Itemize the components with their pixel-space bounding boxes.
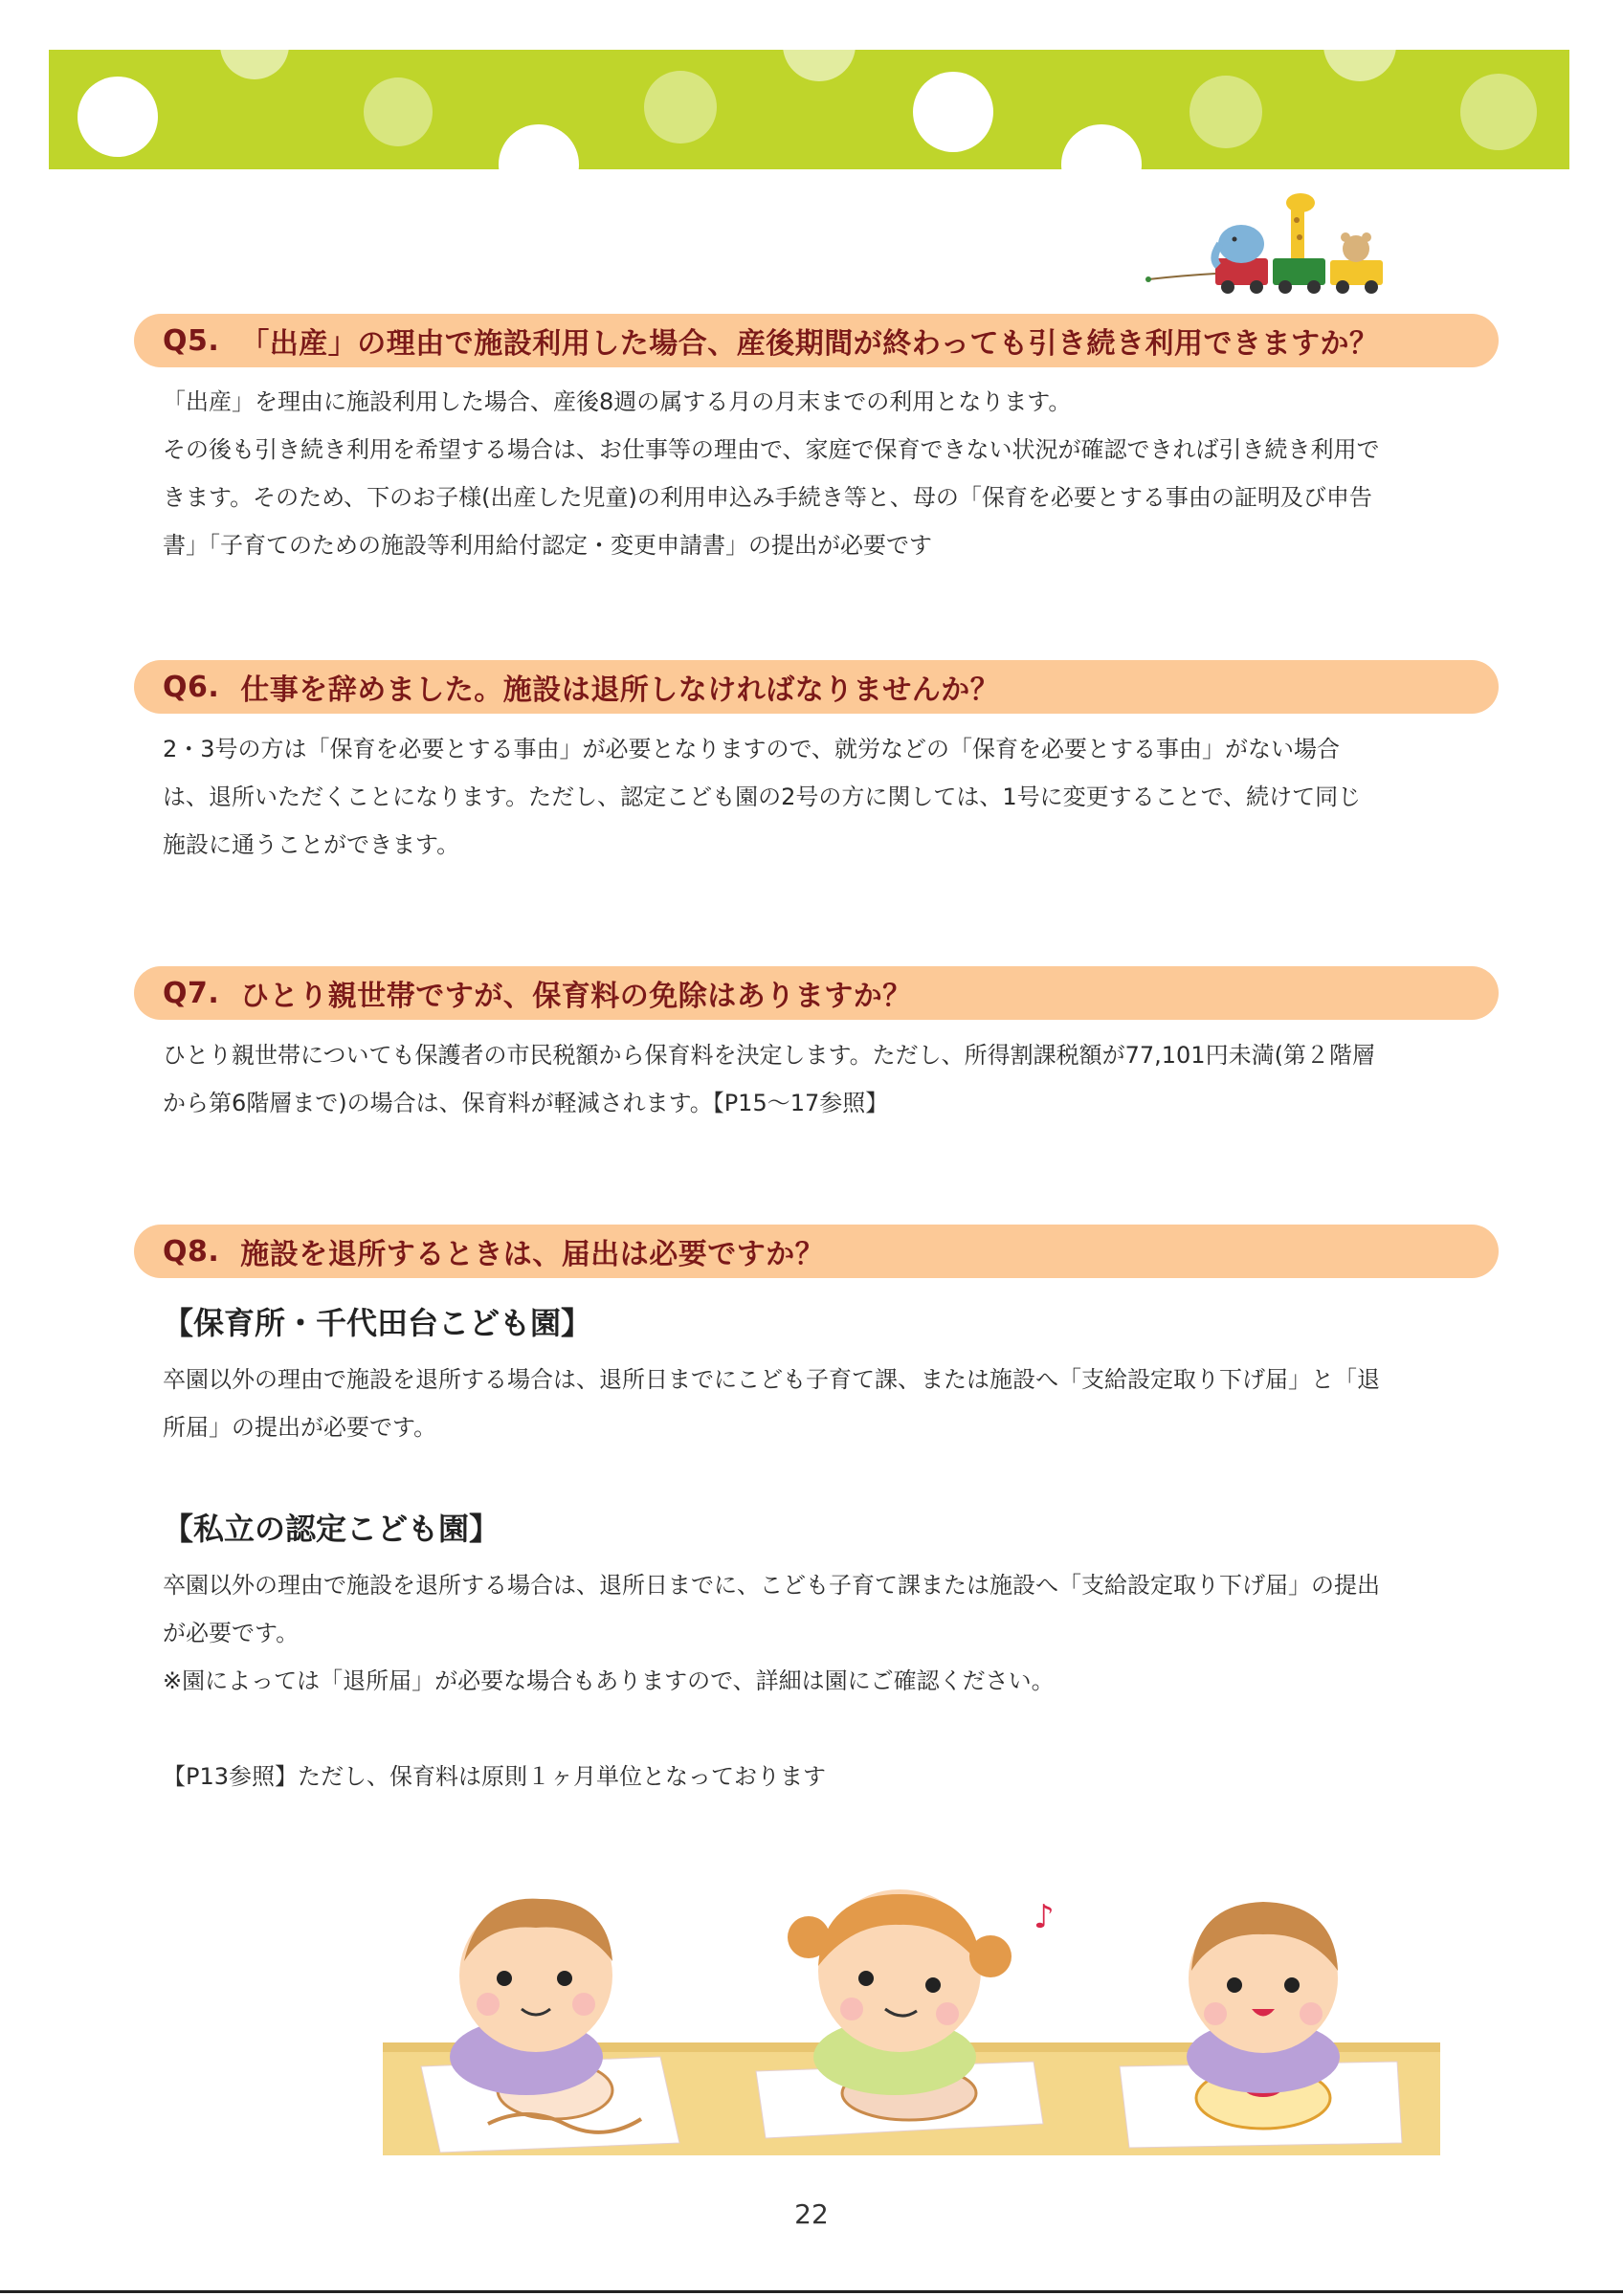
answer-line: が必要です。	[163, 1620, 300, 1646]
answer-line: 書」「子育てのための施設等利用給付認定・変更申請書」の提出が必要です	[163, 532, 932, 559]
question-title: 施設を退所するときは、届出は必要ですか？	[240, 1238, 825, 1271]
answer-line: は、退所いただくことになります。ただし、認定こども園の2号の方に関しては、1号に変更することで、続けて同じ	[163, 784, 1362, 810]
answer-line: 「出産」を理由に施設利用した場合、産後8週の属する月の月末までの利用となります。	[163, 388, 1072, 415]
children-drawing-illustration	[373, 1866, 1445, 2162]
answer-line: 2・3号の方は「保育を必要とする事由」が必要となりますので、就労などの「保育を必要とする事由」がない場合	[163, 736, 1341, 762]
polka-dot-banner	[49, 50, 1569, 169]
question-bar-q6	[134, 660, 1499, 714]
answer-line: から第6階層まで)の場合は、保育料が軽減されます。【P15～17参照】	[163, 1090, 889, 1116]
answer-q6	[163, 725, 1474, 869]
bottom-rule	[0, 2290, 1623, 2293]
question-number: Q8.	[163, 1234, 220, 1269]
question-title: ひとり親世帯ですが、保育料の免除はありますか？	[240, 980, 912, 1013]
question-bar-q7	[134, 966, 1499, 1020]
section-heading-public: 【保育所・千代田台こども園】	[163, 1305, 592, 1341]
answer-line: 卒園以外の理由で施設を退所する場合は、退所日までにこども子育て課、または施設へ「支給設定取り下げ届」と「退	[163, 1366, 1380, 1393]
question-bar-q5	[134, 314, 1499, 367]
page-number: 22	[794, 2198, 829, 2230]
question-number: Q7.	[163, 976, 220, 1010]
answer-line: 施設に通うことができます。	[163, 831, 460, 858]
answer-line: ※園によっては「退所届」が必要な場合もありますので、詳細は園にご確認ください。	[163, 1667, 1055, 1694]
question-bar-q8	[134, 1225, 1499, 1278]
answer-line: 卒園以外の理由で施設を退所する場合は、退所日までに、こども子育て課または施設へ「支給設定取り下げ届」の提出	[163, 1572, 1380, 1599]
answer-q8-private	[163, 1561, 1474, 1705]
answer-q5	[163, 378, 1474, 569]
question-number: Q5.	[163, 323, 220, 358]
answer-line: 所届」の提出が必要です。	[163, 1414, 437, 1441]
reference-note: 【P13参照】ただし、保育料は原則１ヶ月単位となっております	[163, 1763, 827, 1790]
question-title: 「出産」の理由で施設利用した場合、産後期間が終わっても引き続き利用できますか？	[240, 327, 1379, 361]
question-number: Q6.	[163, 670, 220, 704]
answer-line: きます。そのため、下のお子様(出産した児童)の利用申込み手続き等と、母の「保育を必要とする事由の証明及び申告	[163, 484, 1372, 511]
answer-line: その後も引き続き利用を希望する場合は、お仕事等の理由で、家庭で保育できない状況が確認できれば引き続き利用で	[163, 436, 1380, 463]
toy-train-illustration	[1144, 191, 1440, 301]
answer-line: ひとり親世帯についても保護者の市民税額から保育料を決定します。ただし、所得割課税額が77,101円未満(第２階層	[163, 1042, 1375, 1069]
svg-text:♪: ♪	[1034, 1898, 1055, 1936]
answer-q8-public	[163, 1356, 1474, 1451]
question-title: 仕事を辞めました。施設は退所しなければなりませんか？	[240, 673, 1000, 707]
section-heading-private: 【私立の認定こども園】	[163, 1511, 500, 1547]
answer-q7	[163, 1031, 1474, 1127]
